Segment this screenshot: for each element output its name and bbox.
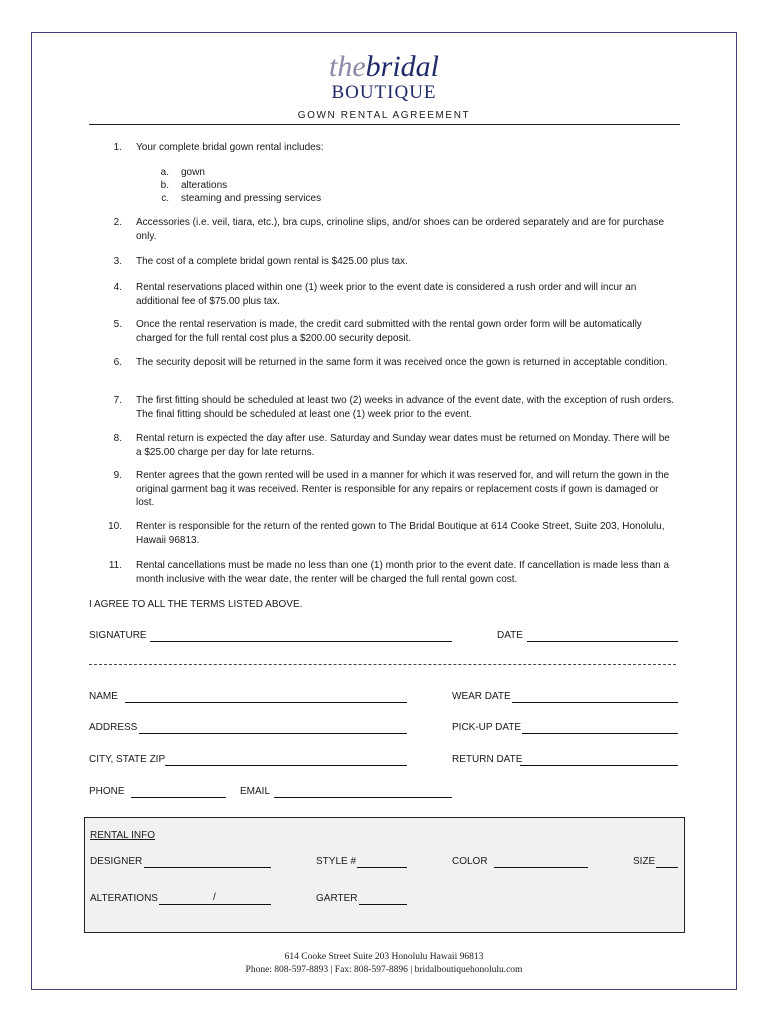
term-text: Renter is responsible for the return of the rented gown to The Bridal Boutique at 614 Cooke Street, Suite 203, Honolulu, Hawaii 96813. [136, 521, 665, 546]
style-field[interactable] [357, 867, 407, 868]
term-text: The cost of a complete bridal gown rental is $425.00 plus tax. [136, 256, 408, 267]
alterations-label: ALTERATIONS [90, 893, 158, 904]
return-date-field[interactable] [520, 765, 678, 766]
term-text: Rental cancellations must be made no less than one (1) month prior to the event date. If cancellation is made less than a month inclusive with the wear date, the renter will be charged the full rental gown cost. [136, 560, 670, 585]
term-number: 7. [113, 395, 122, 406]
date-field[interactable] [527, 641, 678, 642]
include-text: alterations [181, 180, 228, 191]
term-number: 9. [113, 470, 122, 481]
alterations-slash: / [213, 892, 216, 903]
term-number: 3. [113, 256, 122, 267]
garter-label: GARTER [316, 893, 358, 904]
logo-bridal: bridal [365, 50, 439, 83]
cut-line [89, 664, 676, 665]
address-field[interactable] [139, 733, 407, 734]
term-text: Rental reservations placed within one (1) week prior to the event date is considered a rush order and will incur an additional fee of $75.00 plus tax. [136, 282, 637, 307]
logo [0, 50, 768, 84]
term-text: Accessories (i.e. veil, tiara, etc.), bra cups, crinoline slips, and/or shoes can be ordered separately and are for purchase only. [136, 217, 665, 242]
term-number: 2. [113, 217, 122, 228]
signature-field[interactable] [150, 641, 452, 642]
color-field[interactable] [494, 867, 588, 868]
pickup-date-label: PICK-UP DATE [452, 722, 522, 733]
phone-field[interactable] [131, 797, 226, 798]
footer-contact: Phone: 808-597-8893 | Fax: 808-597-8896 | bridalboutiquehonolulu.com [245, 965, 523, 975]
email-label: EMAIL [240, 786, 271, 797]
term-number: 5. [113, 319, 122, 330]
rental-info-box [84, 817, 685, 933]
wear-date-label: WEAR DATE [452, 691, 511, 702]
term-number: 11. [108, 560, 122, 571]
pickup-date-field[interactable] [522, 733, 678, 734]
style-label: STYLE # [316, 856, 357, 867]
footer-address: 614 Cooke Street Suite 203 Honolulu Hawaii 96813 [284, 952, 484, 962]
designer-label: DESIGNER [90, 856, 143, 867]
garter-field[interactable] [359, 904, 407, 905]
include-text: steaming and pressing services [181, 193, 322, 204]
date-label: DATE [497, 630, 523, 641]
signature-label: SIGNATURE [89, 630, 147, 641]
size-field[interactable] [656, 867, 678, 868]
color-label: COLOR [452, 856, 488, 867]
name-label: NAME [89, 691, 118, 702]
include-text: gown [181, 167, 205, 178]
size-label: SIZE [633, 856, 656, 867]
term-number: 6. [113, 357, 122, 368]
term-text: Renter agrees that the gown rented will be used in a manner for which it was reserved for, and will return the gown in the original garment bag it was received. Renter is responsible for any repairs or replacement costs if gown is damaged or lost. [136, 470, 670, 508]
city-label: CITY, STATE ZIP [89, 754, 166, 765]
address-label: ADDRESS [89, 722, 138, 733]
term-text: Your complete bridal gown rental includes: [136, 142, 324, 153]
term-text: Rental return is expected the day after use. Saturday and Sunday wear dates must be returned on Monday. There will be a $25.00 charge per day for late returns. [136, 433, 670, 458]
document-title: GOWN RENTAL AGREEMENT [297, 110, 471, 121]
alterations-field[interactable] [159, 904, 271, 905]
term-text: Once the rental reservation is made, the credit card submitted with the rental gown order form will be automatically charged for the full rental cost plus a $200.00 security deposit. [136, 319, 642, 344]
term-number: 8. [113, 433, 122, 444]
wear-date-field[interactable] [512, 702, 678, 703]
agree-statement: I AGREE TO ALL THE TERMS LISTED ABOVE. [89, 599, 303, 610]
term-text: The first fitting should be scheduled at least two (2) weeks in advance of the event date, with the exception of rush orders. The final fitting should be scheduled at least one (1) week prior to the event. [136, 395, 675, 420]
include-letter: a. [160, 167, 169, 178]
rental-info-heading: RENTAL INFO [90, 830, 156, 841]
logo-the: the [328, 50, 366, 83]
return-date-label: RETURN DATE [452, 754, 523, 765]
logo-boutique: BOUTIQUE [331, 82, 437, 103]
email-field[interactable] [274, 797, 452, 798]
term-text: The security deposit will be returned in the same form it was received once the gown is returned in acceptable condition. [136, 357, 668, 368]
include-letter: b. [160, 180, 169, 191]
name-field[interactable] [125, 702, 407, 703]
term-number: 4. [113, 282, 122, 293]
phone-label: PHONE [89, 786, 125, 797]
title-rule [89, 124, 680, 125]
city-field[interactable] [165, 765, 407, 766]
designer-field[interactable] [144, 867, 271, 868]
include-letter: c. [161, 193, 169, 204]
term-number: 1. [113, 142, 122, 153]
term-number: 10. [108, 521, 122, 532]
